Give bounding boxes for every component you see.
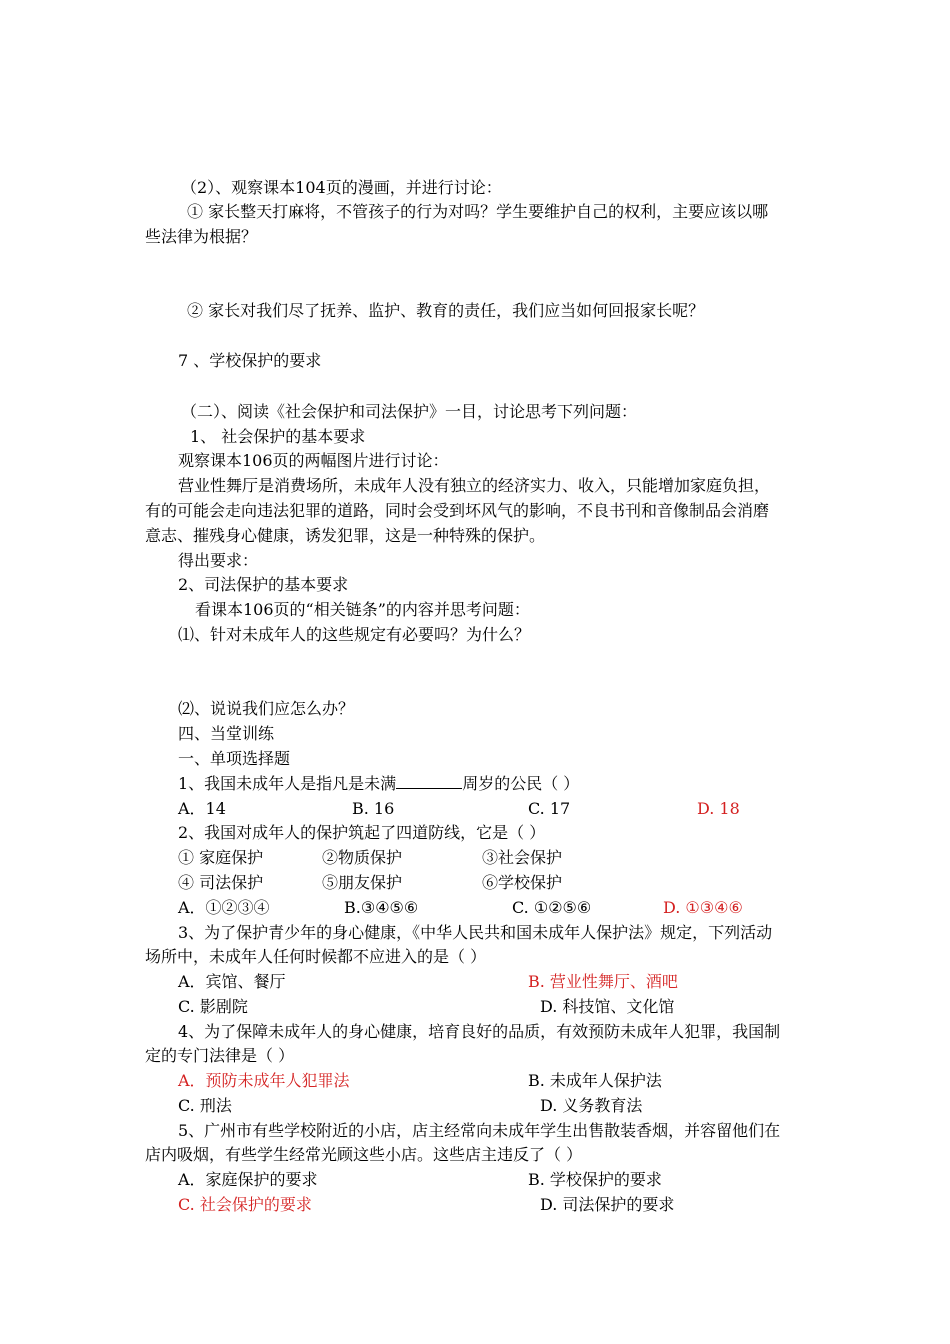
- q1-option-c: C. 17: [528, 799, 571, 818]
- q2-item-1: ① 家庭保护: [178, 848, 264, 867]
- q2-item-2: ②物质保护: [322, 848, 403, 867]
- part2-question-b: ⑵、说说我们应怎么办？: [178, 699, 355, 718]
- q1-option-b: B. 16: [352, 799, 395, 818]
- part2-question-a: ⑴、针对未成年人的这些规定有必要吗？为什么？: [178, 625, 531, 644]
- q2-stem: 2、我国对成年人的保护筑起了四道防线，它是（ ）: [178, 823, 546, 842]
- q3-stem-line2: 场所中，未成年人任何时候都不应进入的是（ ）: [145, 947, 487, 966]
- q1-stem: [178, 773, 579, 795]
- q2-item-3: ③社会保护: [482, 848, 563, 867]
- practice-type: 一、单项选择题: [178, 749, 291, 768]
- q4-stem-line1: 4、为了保障未成年人的身心健康，培育良好的品质，有效预防未成年人犯罪，我国制: [178, 1022, 781, 1041]
- q3-option-c: C. 影剧院: [178, 997, 248, 1016]
- part2-sub2: 2、司法保护的基本要求: [178, 575, 349, 594]
- part2-observe: 观察课本106页的两幅图片进行讨论：: [178, 451, 449, 470]
- q1-blank[interactable]: [396, 774, 462, 789]
- part2-para-line3: 意志、摧残身心健康，诱发犯罪，这是一种特殊的保护。: [145, 526, 546, 545]
- q2-option-c: C. ①②⑤⑥: [512, 898, 592, 917]
- practice-heading: 四、当堂训练: [178, 724, 275, 743]
- item7-title: 7 、学校保护的要求: [178, 351, 322, 370]
- section2-q1-line1: ① 家长整天打麻将，不管孩子的行为对吗？学生要维护自己的权利，主要应该以哪: [187, 202, 769, 221]
- q1-option-a: A．14: [178, 799, 226, 818]
- part2-sub1: 1、 社会保护的基本要求: [190, 427, 366, 446]
- q4-option-c: C. 刑法: [178, 1096, 232, 1115]
- q3-option-d: D. 科技馆、文化馆: [540, 997, 675, 1016]
- q4-option-b: B. 未成年人保护法: [528, 1071, 662, 1090]
- q4-option-d: D. 义务教育法: [540, 1096, 643, 1115]
- q5-option-b: B. 学校保护的要求: [528, 1170, 662, 1189]
- part2-conclusion: 得出要求：: [178, 551, 259, 570]
- q2-item-6: ⑥学校保护: [482, 873, 563, 892]
- part2-read: 看课本106页的“相关链条”的内容并思考问题：: [195, 600, 530, 619]
- q5-option-d: D. 司法保护的要求: [540, 1195, 675, 1214]
- q5-stem-line1: 5、广州市有些学校附近的小店，店主经常向未成年学生出售散装香烟，并容留他们在: [178, 1121, 781, 1140]
- q5-option-c-answer: C. 社会保护的要求: [178, 1195, 312, 1214]
- section2-q2: ② 家长对我们尽了抚养、监护、教育的责任，我们应当如何回报家长呢？: [187, 301, 705, 320]
- section2-heading: （2）、观察课本104页的漫画，并进行讨论：: [181, 178, 502, 197]
- section2-q1-line2: 些法律为根据？: [145, 227, 258, 246]
- part2-para-line2: 有的可能会走向违法犯罪的道路，同时会受到坏风气的影响，不良书刊和音像制品会消磨: [145, 501, 770, 520]
- q2-option-d-answer: D. ①③④⑥: [663, 898, 743, 917]
- q2-item-5: ⑤朋友保护: [322, 873, 403, 892]
- q1-option-d-answer: D. 18: [697, 799, 740, 818]
- part2-para-line1: 营业性舞厅是消费场所，未成年人没有独立的经济实力、收入，只能增加家庭负担，: [178, 476, 771, 495]
- q3-option-b-answer: B. 营业性舞厅、酒吧: [528, 972, 678, 991]
- q5-stem-line2: 店内吸烟，有些学生经常光顾这些小店。这些店主违反了（ ）: [145, 1145, 583, 1164]
- q2-option-a: A．①②③④: [178, 898, 270, 917]
- q4-option-a-answer: A．预防未成年人犯罪法: [178, 1071, 350, 1090]
- q4-stem-line2: 定的专门法律是（ ）: [145, 1046, 295, 1065]
- q1-stem-start: 1、我国未成年人是指凡是未满: [178, 774, 397, 793]
- q2-item-4: ④ 司法保护: [178, 873, 264, 892]
- q3-option-a: A．宾馆、餐厅: [178, 972, 286, 991]
- part2-heading: （二）、阅读《社会保护和司法保护》一目，讨论思考下列问题：: [181, 402, 638, 421]
- q3-stem-line1: 3、为了保护青少年的身心健康，《中华人民共和国未成年人保护法》规定，下列活动: [178, 923, 773, 942]
- q1-stem-end: 周岁的公民（ ）: [462, 774, 580, 793]
- q2-option-b: B.③④⑤⑥: [344, 898, 419, 917]
- q5-option-a: A．家庭保护的要求: [178, 1170, 318, 1189]
